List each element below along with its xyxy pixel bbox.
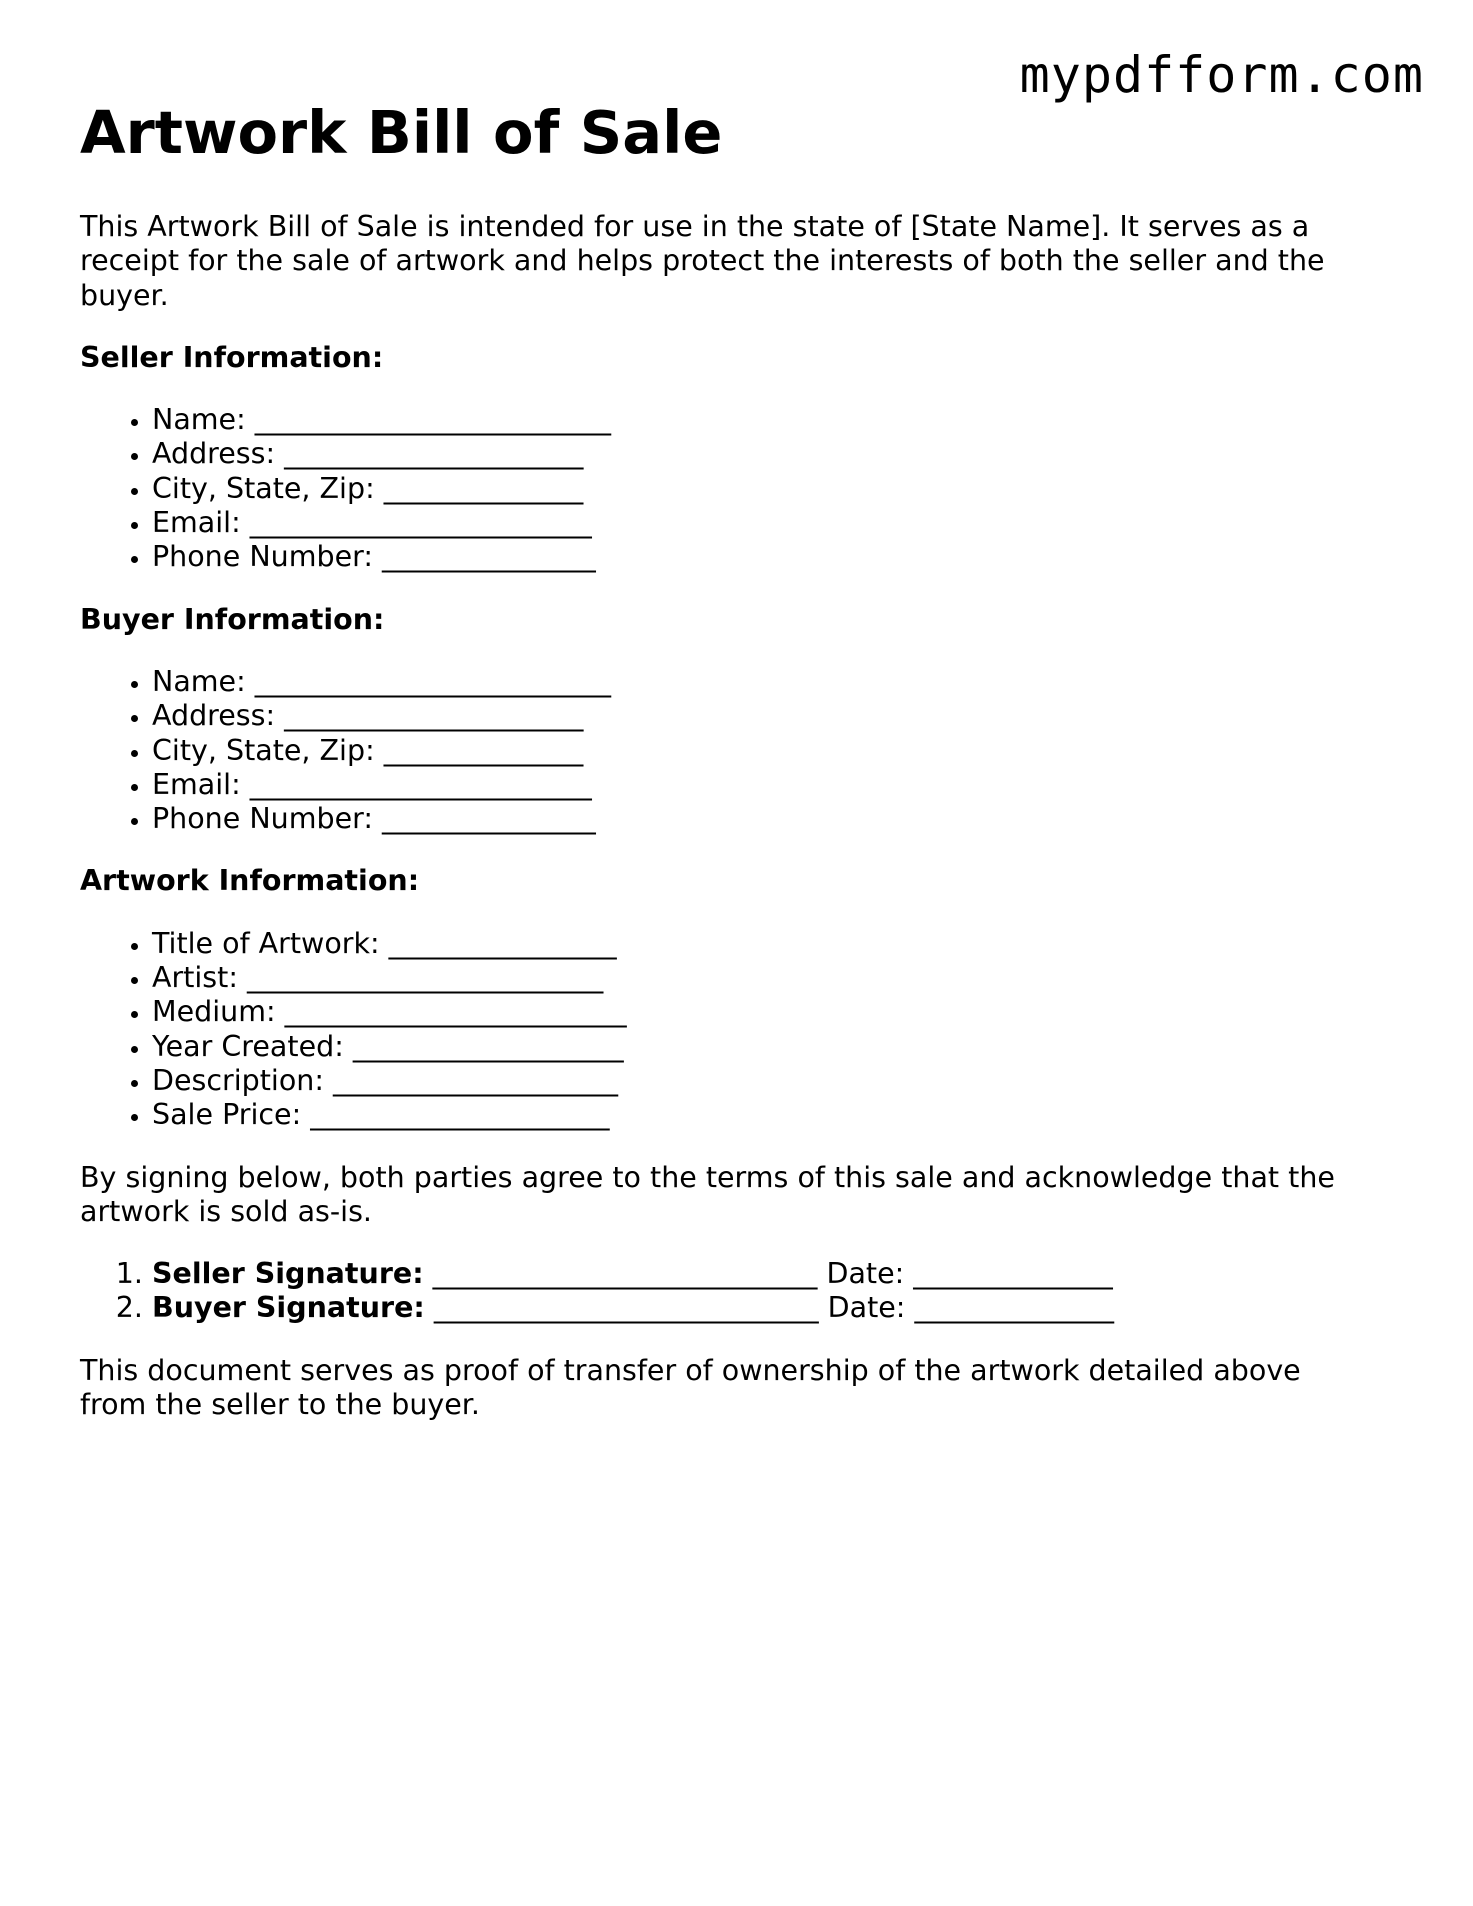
signature-list [80, 1257, 1370, 1326]
seller-signature-line[interactable]: ___________________________ Date: ______________ [423, 1257, 1113, 1291]
artwork-sale-price-field[interactable]: • Sale Price: _____________________ [152, 1098, 1370, 1132]
artwork-heading: Artwork Information: [80, 864, 420, 898]
closing-paragraph: This document serves as proof of transfer of ownership of the artwork detailed above from the seller to the buyer. [80, 1353, 1301, 1422]
buyer-email-field[interactable]: • Email: ________________________ [152, 768, 1370, 802]
agreement-paragraph: By signing below, both parties agree to the terms of this sale and acknowledge that the artwork is sold as-is. [80, 1160, 1335, 1228]
artwork-year-field[interactable]: • Year Created: ___________________ [152, 1030, 1370, 1064]
seller-fields [80, 403, 1370, 574]
artwork-title-field[interactable]: • Title of Artwork: ________________ [152, 927, 1370, 961]
seller-email-field[interactable]: • Email: ________________________ [152, 506, 1370, 540]
page-title: Artwork Bill of Sale [80, 98, 723, 167]
intro-paragraph: This Artwork Bill of Sale is intended for use in the state of [State Name]. It serves as a receipt for the sale of artwork and helps protect the interests of both the seller and the buyer. [80, 210, 1325, 312]
seller-city-state-zip-field[interactable]: • City, State, Zip: ______________ [152, 472, 1370, 506]
seller-address-field[interactable]: • Address: _____________________ [152, 437, 1370, 471]
seller-name-field[interactable]: • Name: _________________________ [152, 403, 1370, 437]
document-body [80, 210, 1370, 1450]
seller-signature-row[interactable] [152, 1257, 1370, 1291]
buyer-signature-row[interactable] [152, 1291, 1370, 1325]
buyer-address-field[interactable]: • Address: _____________________ [152, 699, 1370, 733]
buyer-fields [80, 665, 1370, 836]
seller-phone-field[interactable]: • Phone Number: _______________ [152, 540, 1370, 574]
artwork-medium-field[interactable]: • Medium: ________________________ [152, 995, 1370, 1029]
artwork-description-field[interactable]: • Description: ____________________ [152, 1064, 1370, 1098]
seller-signature-label: Seller Signature: [152, 1257, 424, 1291]
watermark: mypdfform.com [1019, 46, 1424, 104]
buyer-signature-line[interactable]: ___________________________ Date: ______________ [424, 1291, 1114, 1325]
buyer-heading: Buyer Information: [80, 602, 385, 636]
artwork-fields [80, 927, 1370, 1133]
artwork-artist-field[interactable]: • Artist: _________________________ [152, 961, 1370, 995]
buyer-signature-label: Buyer Signature: [152, 1291, 425, 1325]
buyer-phone-field[interactable]: • Phone Number: _______________ [152, 802, 1370, 836]
seller-heading: Seller Information: [80, 340, 384, 374]
buyer-name-field[interactable]: • Name: _________________________ [152, 665, 1370, 699]
buyer-city-state-zip-field[interactable]: • City, State, Zip: ______________ [152, 734, 1370, 768]
